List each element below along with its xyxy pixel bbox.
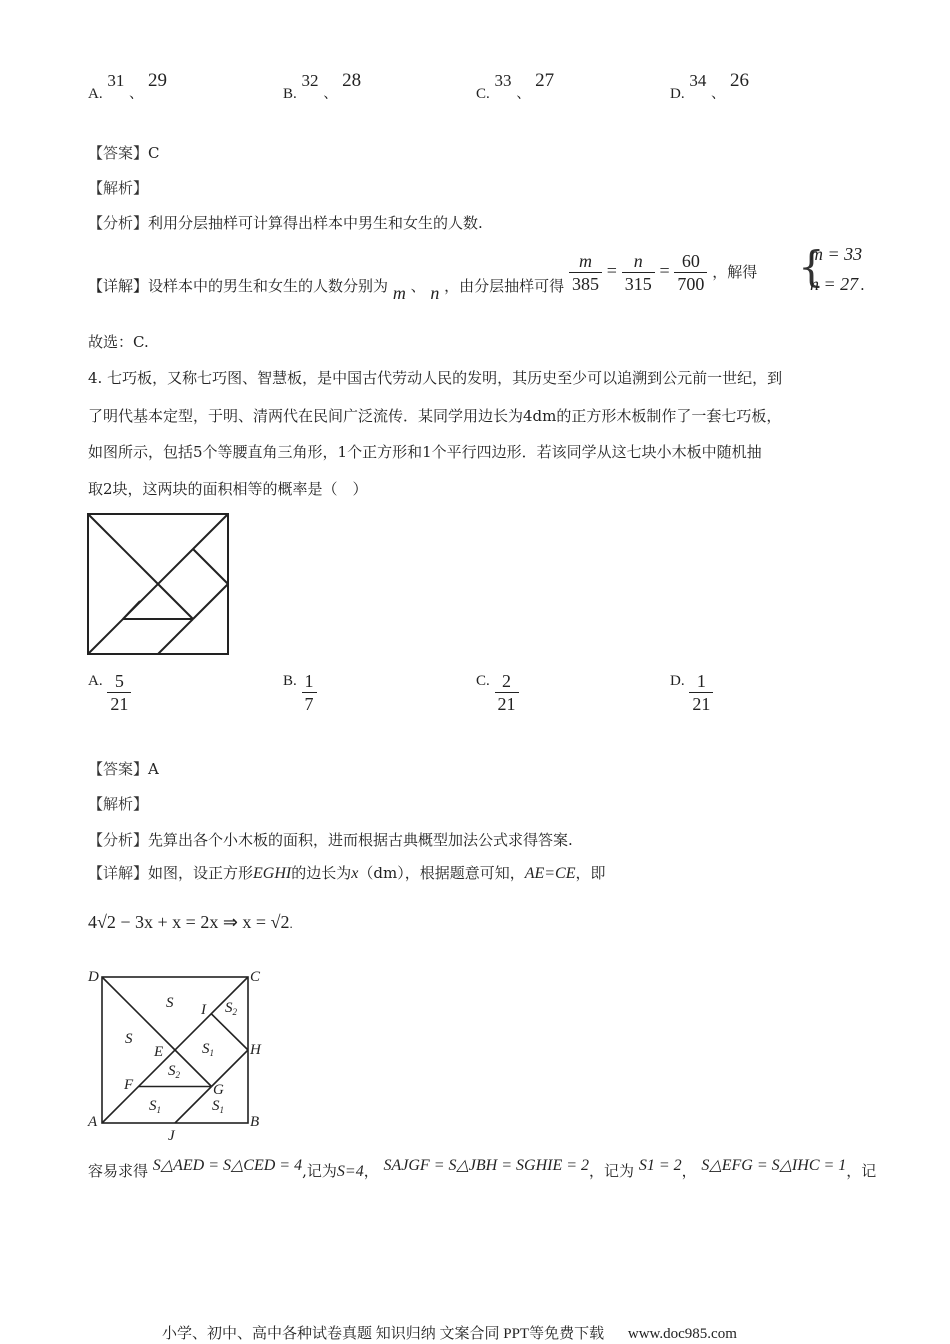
footer: 小学、初中、高中各种试卷真题 知识归纳 文案合同 PPT等免费下载 www.doc985.com [162, 1326, 737, 1342]
q3-fenxi: 【分析】利用分层抽样可计算得出样本中男生和女生的人数. [88, 214, 483, 232]
tangram-figure [86, 512, 232, 658]
q3-option-d: D. 34 、 26 [670, 70, 749, 102]
area-S1-mid: $S_1$ [202, 1041, 214, 1058]
q4-option-a: A. $\frac{5}{21}$ [88, 670, 131, 715]
area-S1-bottom-right: $S_1$ [212, 1098, 224, 1115]
q4-stem-line4: 取2块，这两块的面积相等的概率是（ ） [88, 480, 368, 498]
label-B: B [250, 1114, 260, 1130]
q3-fraction-3: $\frac{60}{700}$ [674, 250, 707, 295]
label-F: F [124, 1077, 134, 1093]
q4-detail: 【详解】如图，设正方形EGHI的边长为x（dm），根据题意可知，AE=CE，即 [88, 864, 606, 882]
label-H: H [250, 1042, 261, 1058]
q4-option-b: B. $\frac{1}{7}$ [283, 670, 317, 715]
q4-stem-line3: 如图所示，包括5个等腰直角三角形，1个正方形和1个平行四边形．若该同学从这七块小木板中随机抽 [88, 443, 762, 461]
label-D: D [88, 969, 99, 985]
area-S-left: S [125, 1031, 133, 1047]
q3-option-a: A. 31 、 29 [88, 70, 167, 102]
label-A: A [88, 1114, 98, 1130]
q4-analysis-heading: 【解析】 [88, 795, 149, 813]
label-G: G [213, 1082, 224, 1098]
q4-option-c: C. $\frac{2}{21}$ [476, 670, 519, 715]
q3-analysis-heading: 【解析】 [88, 179, 149, 197]
q3-fraction-1: $\frac{m}{385}$ [569, 250, 602, 295]
q4-fenxi: 【分析】先算出各个小木板的面积，进而根据古典概型加法公式求得答案. [88, 831, 573, 849]
q4-equation: 4√2 − 3x + x = 2x ⇒ x = √2. [88, 912, 293, 932]
label-E: E [154, 1044, 164, 1060]
label-I: I [201, 1002, 206, 1018]
q4-option-d: D. $\frac{1}{21}$ [670, 670, 713, 715]
area-S1-bottom-left: $S_1$ [149, 1098, 161, 1115]
area-S2-mid: $S_2$ [168, 1063, 180, 1080]
label-J: J [168, 1128, 175, 1144]
tangram-labeled-figure [84, 962, 274, 1147]
q3-option-b: B. 32 、 28 [283, 70, 362, 102]
area-S-top: S [166, 995, 174, 1011]
q3-conclusion: 故选：C. [88, 333, 149, 351]
area-S2-top: $S_2$ [225, 1000, 237, 1017]
q4-stem-line1: 4. 七巧板，又称七巧图、智慧板，是中国古代劳动人民的发明，其历史至少可以追溯到公元前一世纪，到 [88, 369, 783, 387]
q3-answer: 【答案】C [88, 144, 160, 162]
q4-stem-line2: 了明代基本定型，于明、清两代在民间广泛流传．某同学用边长为4dm的正方形木板制作了一套七巧板， [88, 407, 782, 425]
q3-fraction-2: $\frac{n}{315}$ [622, 250, 655, 295]
q3-option-c: C. 33 、 27 [476, 70, 555, 102]
label-C: C [250, 969, 261, 985]
q4-result-line: 容易求得 S△AED = S△CED = 4,记为S=4， SAJGF = S△JBH = SGHIE = 2，记为 S1 = 2， S△EFG = S△IHC = 1，记 [88, 1157, 877, 1180]
q3-detail: 【详解】设样本中的男生和女生的人数分别为 m 、 n ，由分层抽样可得 $\frac{m}{385}$ = $\frac{n}{315}$ = $\frac{60}{700}$ ，解得 [88, 251, 758, 303]
footer-url[interactable]: www.doc985.com [627, 1326, 737, 1342]
q4-answer: 【答案】A [88, 760, 159, 778]
